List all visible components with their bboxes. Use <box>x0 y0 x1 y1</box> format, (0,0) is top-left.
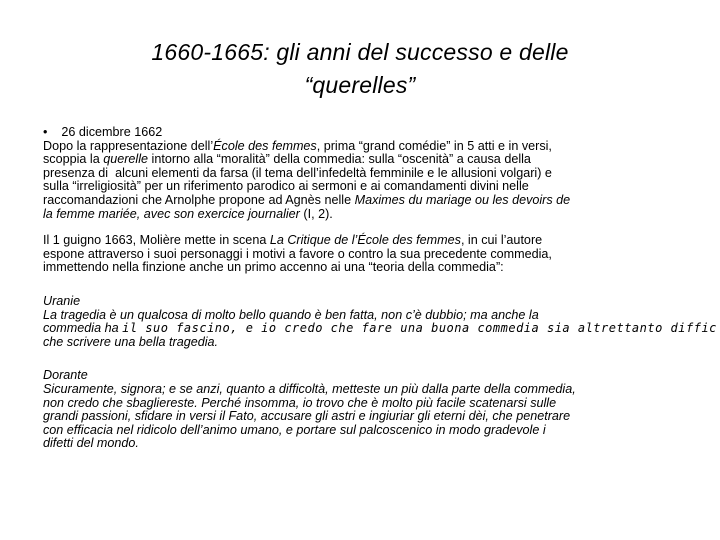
text-line: sulla “irreligiosità” per un riferimento parodico ai sermoni e ai comandamenti divini nelle <box>43 179 529 194</box>
text-span: Il 1 guigno 1663, Molière mette in scena <box>43 233 270 248</box>
speaker-name: Uranie <box>43 293 81 308</box>
slide-title-line-1: 1660-1665: gli anni del successo e delle <box>151 39 569 65</box>
date-heading: 26 dicembre 1662 <box>61 125 163 139</box>
quote-line: grandi passioni, sfidare in versi il Fato, accusare gli astri e ingiuriar gli eterni dèi, che penetrare <box>43 409 571 424</box>
quote-line <box>43 321 717 336</box>
quote-line: non credo che sbagliereste. Perché insomma, io trovo che è molto più facile scatenarsi sulle <box>43 395 557 410</box>
work-title: Maximes du mariage ou les devoirs de <box>354 192 571 207</box>
text-span: intorno alla “moralità” della commedia: sulla “oscenità” a causa della <box>148 152 531 167</box>
mono-text-span: il suo fascino, e io credo che fare una buona commedia sia altrettanto diffic <box>122 321 717 336</box>
quote-uranie <box>43 293 717 349</box>
text-line <box>43 153 703 167</box>
slide-title-line-2: “querelles” <box>304 72 416 98</box>
text-line <box>43 234 703 248</box>
slide-title <box>60 36 660 102</box>
spacer <box>43 349 703 362</box>
emphasis-term: querelle <box>103 152 149 167</box>
slide-body <box>43 125 717 451</box>
quote-line: difetti del mondo. <box>43 436 139 451</box>
text-line <box>43 208 703 222</box>
quote-line: che scrivere una bella tragedia. <box>43 334 219 349</box>
bullet-icon: • <box>43 125 48 139</box>
quote-line: La tragedia è un qualcosa di molto bello quando è ben fatta, non c’è dubbio; ma anche la <box>43 307 539 322</box>
text-line: espone attraverso i suoi personaggi i motivi a favore o contro la sua precedente commedia, <box>43 246 552 261</box>
paragraph-querelle <box>43 126 703 221</box>
quote-line: con efficacia nel ridicolo dell’animo umano, e portare sul palcoscenico in modo gradevole i <box>43 422 546 437</box>
text-span: raccomandazioni che Arnolphe propone ad Agnès nelle <box>43 192 355 207</box>
paragraph-critique <box>43 234 703 275</box>
text-span: , prima “grand comédie” in 5 atti e in versi, <box>316 138 552 153</box>
text-line: presenza di alcuni elementi da farsa (il tema dell’infedeltà femminile e le allusioni volgari) e <box>43 165 552 180</box>
text-span: , in cui l’autore <box>460 233 543 248</box>
work-title: La Critique de l’École des femmes <box>269 233 461 248</box>
text-line: immettendo nella finzione anche un primo accenno ai una “teoria della commedia”: <box>43 260 504 275</box>
spacer <box>43 288 703 295</box>
work-title: la femme mariée, avec son exercice journalier <box>43 206 300 221</box>
spacer <box>43 362 703 369</box>
quote-dorante <box>43 369 703 451</box>
spacer <box>43 275 703 288</box>
bullet-date-line <box>43 126 703 140</box>
text-span: scoppia la <box>43 152 104 167</box>
text-span: commedia ha <box>43 321 123 336</box>
text-span: (I, 2). <box>299 206 333 221</box>
speaker-name: Dorante <box>43 368 88 383</box>
quote-line: Sicuramente, signora; e se anzi, quanto a difficoltà, metteste un più dalla parte della commedia, <box>43 381 576 396</box>
text-span: Dopo la rappresentazione dell’ <box>43 138 214 153</box>
text-line <box>43 194 703 208</box>
text-line <box>43 140 703 154</box>
work-title: École des femmes <box>213 138 317 153</box>
